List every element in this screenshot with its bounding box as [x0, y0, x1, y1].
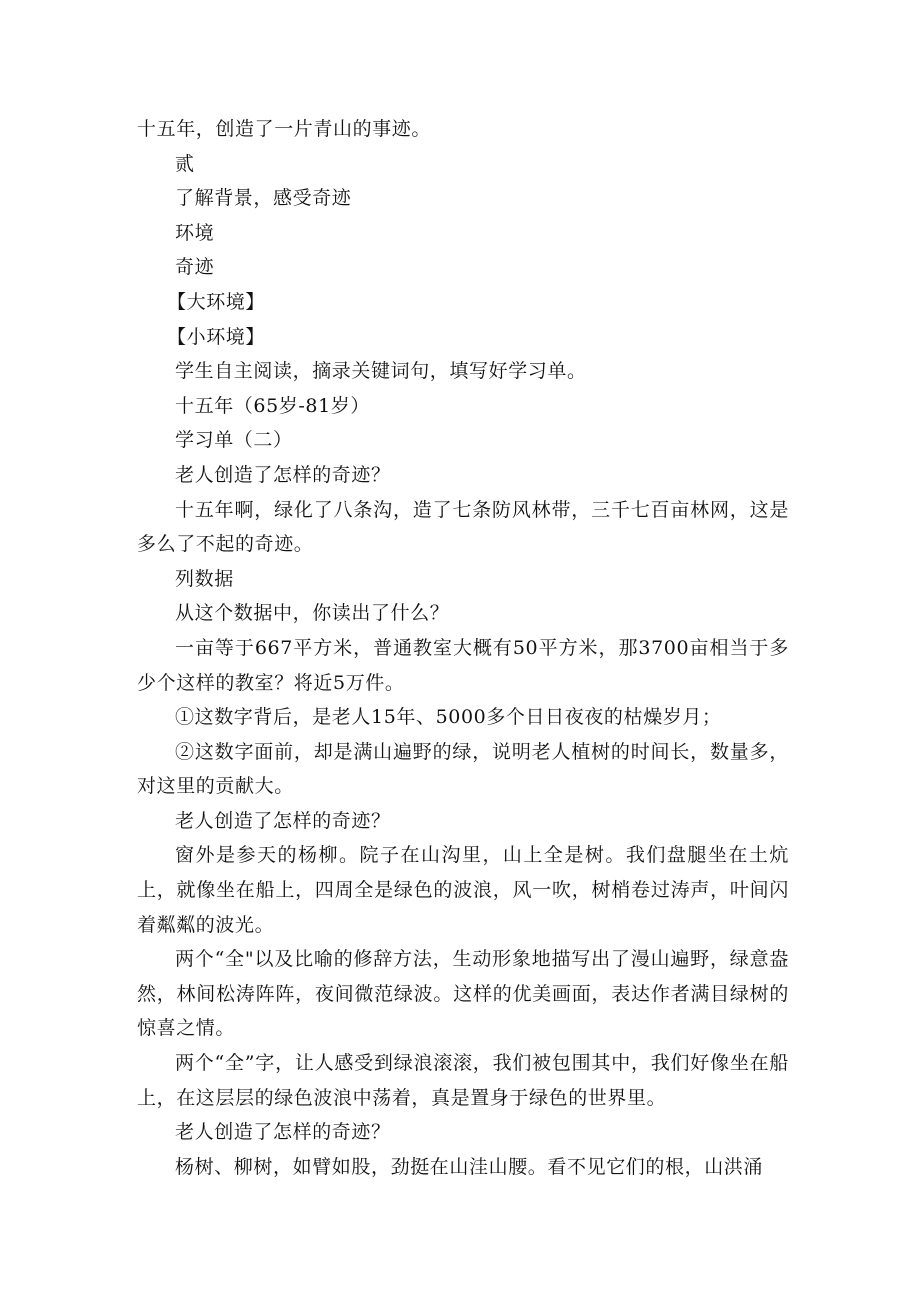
paragraph-continuation: 十五年，创造了一片青山的事迹。 [137, 118, 432, 140]
section-number: 贰 [175, 152, 195, 175]
label-big-environment: 【大环境】 [167, 290, 266, 313]
paragraph: 一亩等于667平方米，普通教室大概有50平方米，那3700亩相当于多少个这样的教室？将近5万件。 [137, 636, 789, 694]
paragraph: 窗外是参天的杨柳。院子在山沟里，山上全是树。我们盘腿坐在土炕上，就像坐在船上，四周全是绿色的波浪，风一吹，树梢卷过涛声，叶间闪着粼粼的波光。 [137, 844, 789, 936]
paragraph: 两个“全"以及比喻的修辞方法，生动形象地描写出了漫山遍野，绿意盎然，林间松涛阵阵，夜间微范绿波。这样的优美画面，表达作者满目绿树的惊喜之情。 [137, 948, 789, 1040]
paragraph: 十五年（65岁-81岁） [175, 394, 370, 417]
paragraph: 学习单（二） [175, 429, 293, 452]
paragraph: 两个“全”字，让人感受到绿浪滚滚，我们被包围其中，我们好像坐在船上，在这层层的绿色波浪中荡着，真是置身于绿色的世界里。 [137, 1052, 789, 1109]
question: 老人创造了怎样的奇迹？ [175, 463, 391, 486]
question: 老人创造了怎样的奇迹？ [175, 809, 391, 832]
document-body [137, 112, 789, 1184]
label-small-environment: 【小环境】 [167, 325, 266, 348]
paragraph: 列数据 [175, 567, 234, 590]
question: 老人创造了怎样的奇迹？ [175, 1121, 391, 1144]
question: 从这个数据中，你读出了什么？ [175, 602, 450, 625]
paragraph: 杨树、柳树，如臂如股，劲挺在山洼山腰。看不见它们的根，山洪涌 [175, 1155, 764, 1178]
list-item: ②这数字面前，却是满山遍野的绿，说明老人植树的时间长，数量多，对这里的贡献大。 [137, 740, 789, 798]
subheading-environment: 环境 [175, 221, 215, 244]
subheading-miracle: 奇迹 [175, 256, 215, 279]
paragraph: 学生自主阅读，摘录关键词句，填写好学习单。 [175, 360, 587, 383]
paragraph: 十五年啊，绿化了八条沟，造了七条防风林带，三千七百亩林网，这是多么了不起的奇迹。 [137, 498, 789, 556]
section-heading: 了解背景，感受奇迹 [175, 187, 352, 210]
list-item: ①这数字背后，是老人15年、5000多个日日夜夜的枯燥岁月； [175, 706, 722, 729]
